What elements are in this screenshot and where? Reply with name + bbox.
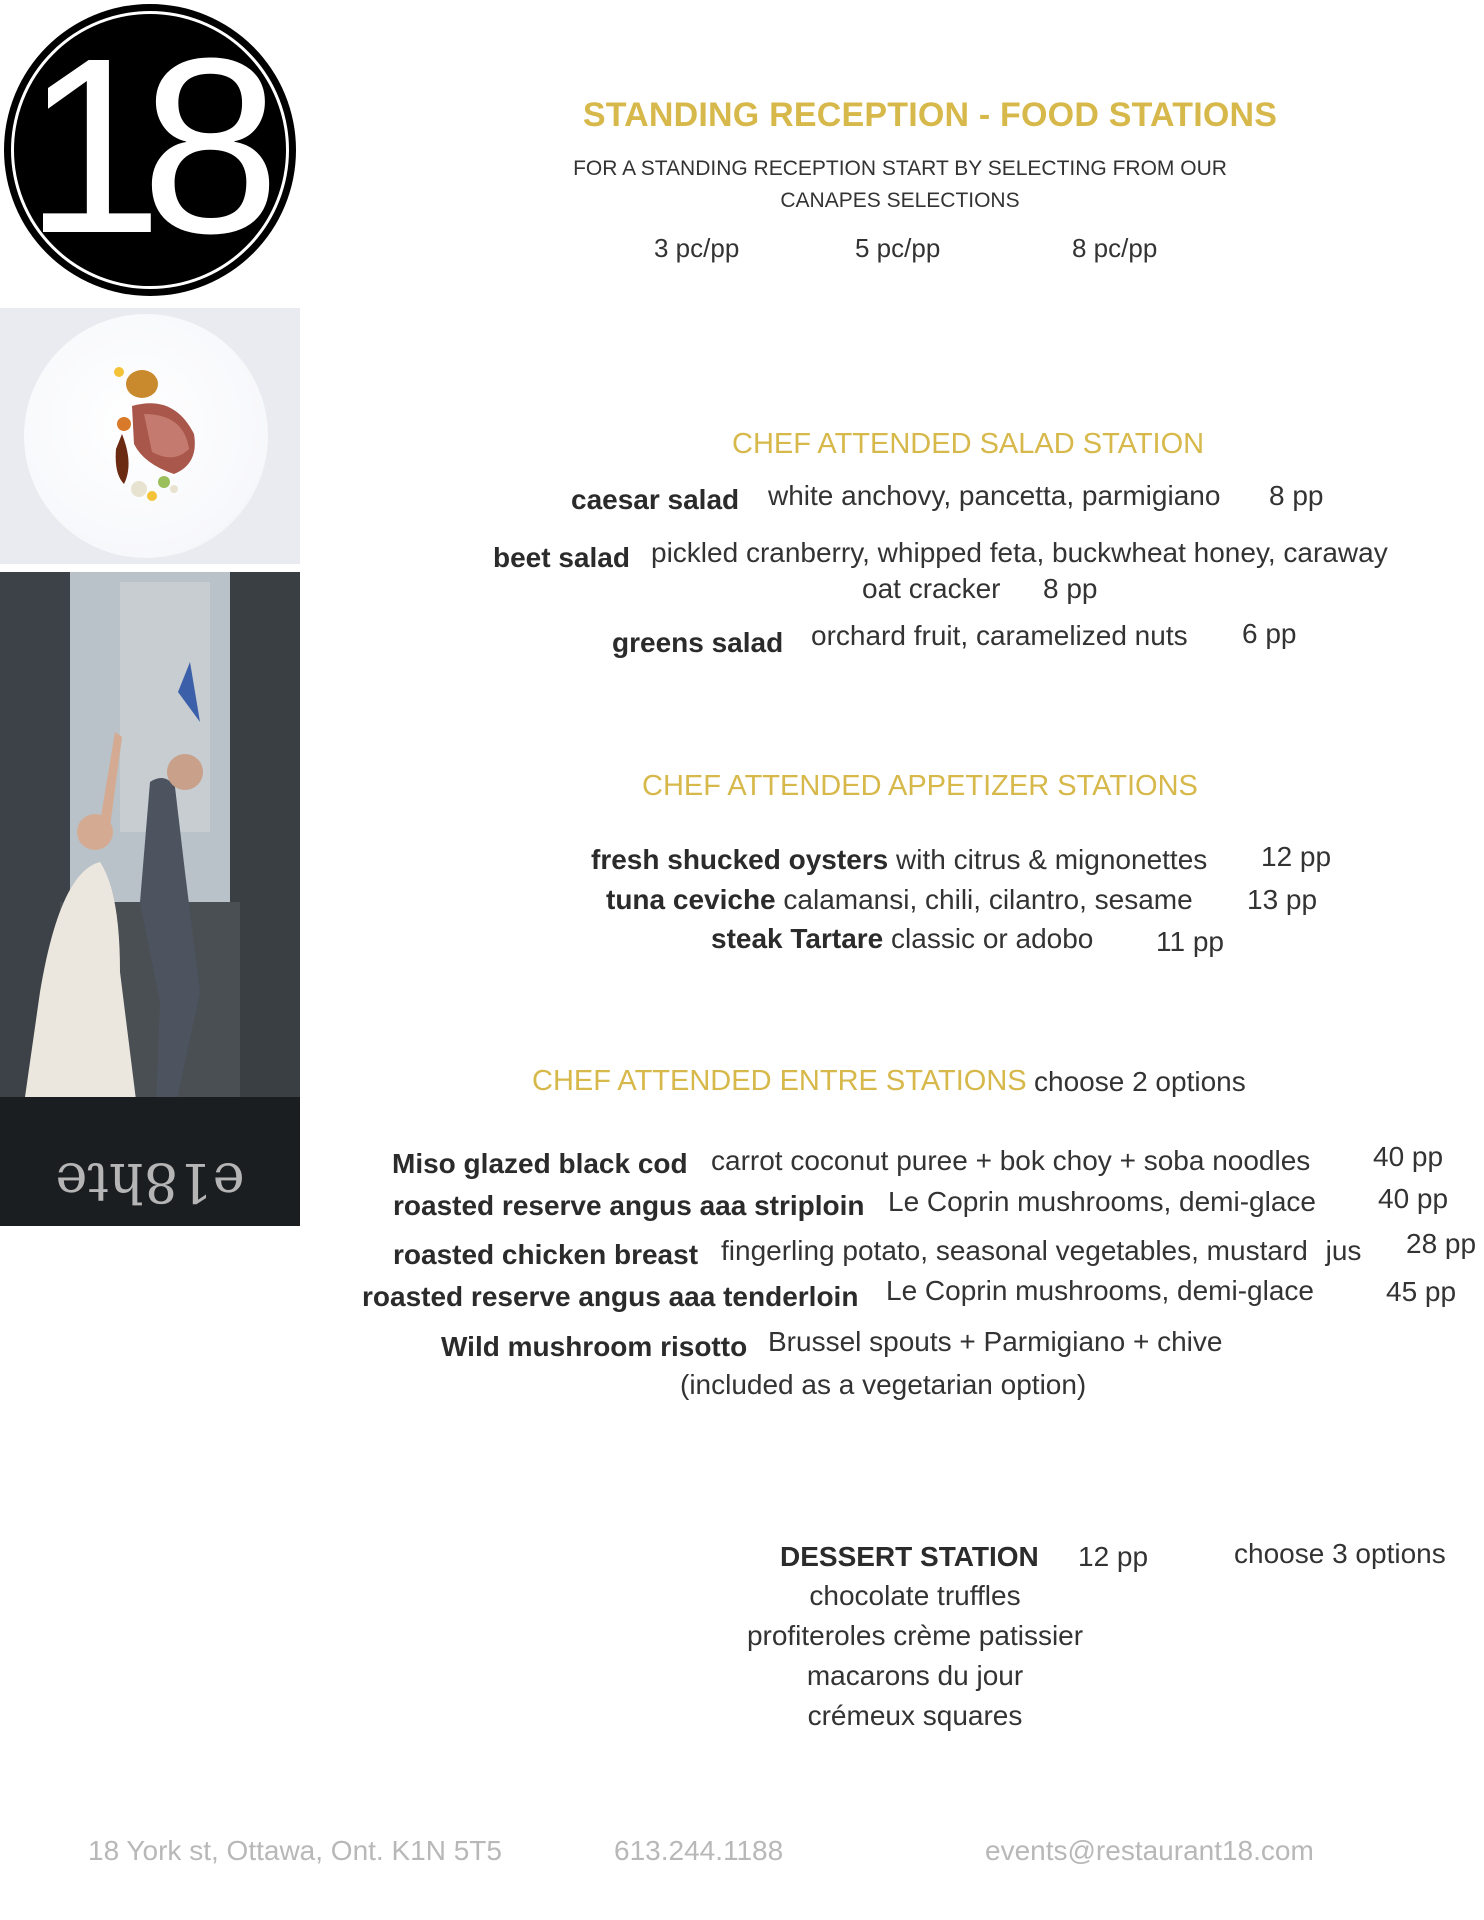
appetizer-item-price: 11 pp bbox=[1156, 926, 1224, 957]
wedding-couple-photo bbox=[0, 572, 300, 1226]
appetizer-item-price: 13 pp bbox=[1247, 884, 1318, 915]
item-desc: fingerling potato, seasonal vegetables, mustard bbox=[721, 1235, 1308, 1266]
svg-text:e18hte: e18hte bbox=[55, 1151, 245, 1214]
entre-item-price: 40 pp bbox=[1378, 1183, 1449, 1214]
dessert-item: chocolate truffles bbox=[809, 1580, 1021, 1611]
intro-text: FOR A STANDING RECEPTION START BY SELECTING FROM OUR CANAPES SELECTIONS bbox=[573, 157, 1227, 212]
item-desc: with citrus & mignonettes bbox=[896, 844, 1208, 875]
item-name: Miso glazed black cod bbox=[392, 1148, 688, 1179]
salad-item-desc: white anchovy, pancetta, parmigiano bbox=[768, 480, 1221, 511]
canape-option-5: 5 pc/pp bbox=[855, 233, 941, 263]
entre-item-desc bbox=[721, 1235, 1361, 1267]
canape-option-3: 3 pc/pp bbox=[654, 233, 740, 263]
salad-item-desc: orchard fruit, caramelized nuts bbox=[811, 620, 1188, 651]
couple-illustration bbox=[0, 572, 300, 1226]
item-name: roasted chicken breast bbox=[393, 1239, 699, 1270]
entre-item-price: 40 pp bbox=[1373, 1141, 1444, 1172]
entre-item-desc2: (included as a vegetarian option) bbox=[680, 1369, 1087, 1400]
item-name: roasted reserve angus aaa striploin bbox=[393, 1190, 865, 1221]
page-title: STANDING RECEPTION - FOOD STATIONS bbox=[582, 96, 1278, 134]
salad-item-price: 6 pp bbox=[1242, 618, 1297, 649]
appetizer-item bbox=[606, 884, 1193, 916]
appetizer-item bbox=[591, 844, 1207, 876]
salad-item-desc2: oat cracker bbox=[862, 573, 1001, 604]
item-desc: Le Coprin mushrooms, bbox=[886, 1275, 1170, 1306]
dessert-price: 12 pp bbox=[1078, 1541, 1149, 1572]
appetizer-item bbox=[711, 923, 1093, 955]
entre-item-desc: Le Coprin mushrooms, demi-glace bbox=[888, 1186, 1316, 1217]
logo bbox=[4, 4, 296, 296]
entre-note: choose 2 options bbox=[1034, 1066, 1246, 1097]
canape-option-8: 8 pc/pp bbox=[1072, 233, 1158, 263]
item-name: roasted reserve angus aaa tenderloin bbox=[362, 1281, 859, 1312]
salad-item bbox=[493, 542, 630, 574]
salad-item-desc: pickled cranberry, whipped feta, buckwheat honey, caraway bbox=[651, 537, 1388, 568]
item-desc-suffix: demi-glace bbox=[1177, 1275, 1314, 1306]
entre-item-name bbox=[441, 1331, 747, 1363]
dessert-item: profiteroles crème patissier bbox=[746, 1620, 1084, 1651]
salad-item-price: 8 pp bbox=[1269, 480, 1324, 511]
entre-item-name bbox=[392, 1148, 688, 1180]
entre-station-heading: CHEF ATTENDED ENTRE STATIONS bbox=[532, 1065, 1027, 1097]
footer-email[interactable]: events@restaurant18.com bbox=[985, 1835, 1314, 1866]
entre-item-price: 28 pp bbox=[1406, 1228, 1477, 1259]
plated-dish-photo bbox=[0, 308, 300, 564]
dessert-station-heading bbox=[780, 1541, 1039, 1573]
item-desc: classic or adobo bbox=[891, 923, 1094, 954]
dessert-item: macarons du jour bbox=[806, 1660, 1024, 1691]
entre-item-price: 45 pp bbox=[1386, 1276, 1457, 1307]
item-desc-suffix: jus bbox=[1325, 1235, 1362, 1266]
item-desc: calamansi, chili, cilantro, sesame bbox=[783, 884, 1193, 915]
entre-item-desc: carrot coconut puree + bok choy + soba noodles bbox=[711, 1145, 1311, 1176]
item-name: greens salad bbox=[612, 627, 784, 658]
logo-text: 18 bbox=[23, 6, 259, 285]
dessert-note: choose 3 options bbox=[1234, 1538, 1446, 1569]
entre-item-name bbox=[362, 1281, 858, 1313]
footer-address: 18 York st, Ottawa, Ont. K1N 5T5 bbox=[88, 1835, 502, 1866]
plate-image bbox=[24, 314, 268, 558]
appetizer-item-price: 12 pp bbox=[1261, 841, 1332, 872]
item-name: caesar salad bbox=[571, 484, 740, 515]
item-name: beet salad bbox=[493, 542, 630, 573]
footer-phone: 613.244.1188 bbox=[614, 1835, 784, 1866]
item-name: Wild mushroom risotto bbox=[441, 1331, 748, 1362]
dessert-item: crémeux squares bbox=[807, 1700, 1023, 1731]
entre-item-name bbox=[393, 1239, 698, 1271]
entre-item-desc: Brussel spouts + Parmigiano + chive bbox=[768, 1326, 1223, 1357]
salad-item bbox=[571, 484, 739, 516]
dish-illustration bbox=[24, 314, 268, 558]
appetizer-station-heading: CHEF ATTENDED APPETIZER STATIONS bbox=[642, 770, 1198, 802]
item-name: steak Tartare bbox=[711, 923, 884, 954]
item-name: tuna ceviche bbox=[606, 884, 776, 915]
entre-item-name bbox=[393, 1190, 865, 1222]
item-name: fresh shucked oysters bbox=[591, 844, 889, 875]
salad-item-price: 8 pp bbox=[1043, 573, 1098, 604]
salad-item bbox=[612, 627, 783, 659]
salad-station-heading: CHEF ATTENDED SALAD STATION bbox=[732, 428, 1205, 460]
entre-item-desc bbox=[886, 1275, 1314, 1307]
dessert-heading-text: DESSERT STATION bbox=[780, 1541, 1039, 1572]
